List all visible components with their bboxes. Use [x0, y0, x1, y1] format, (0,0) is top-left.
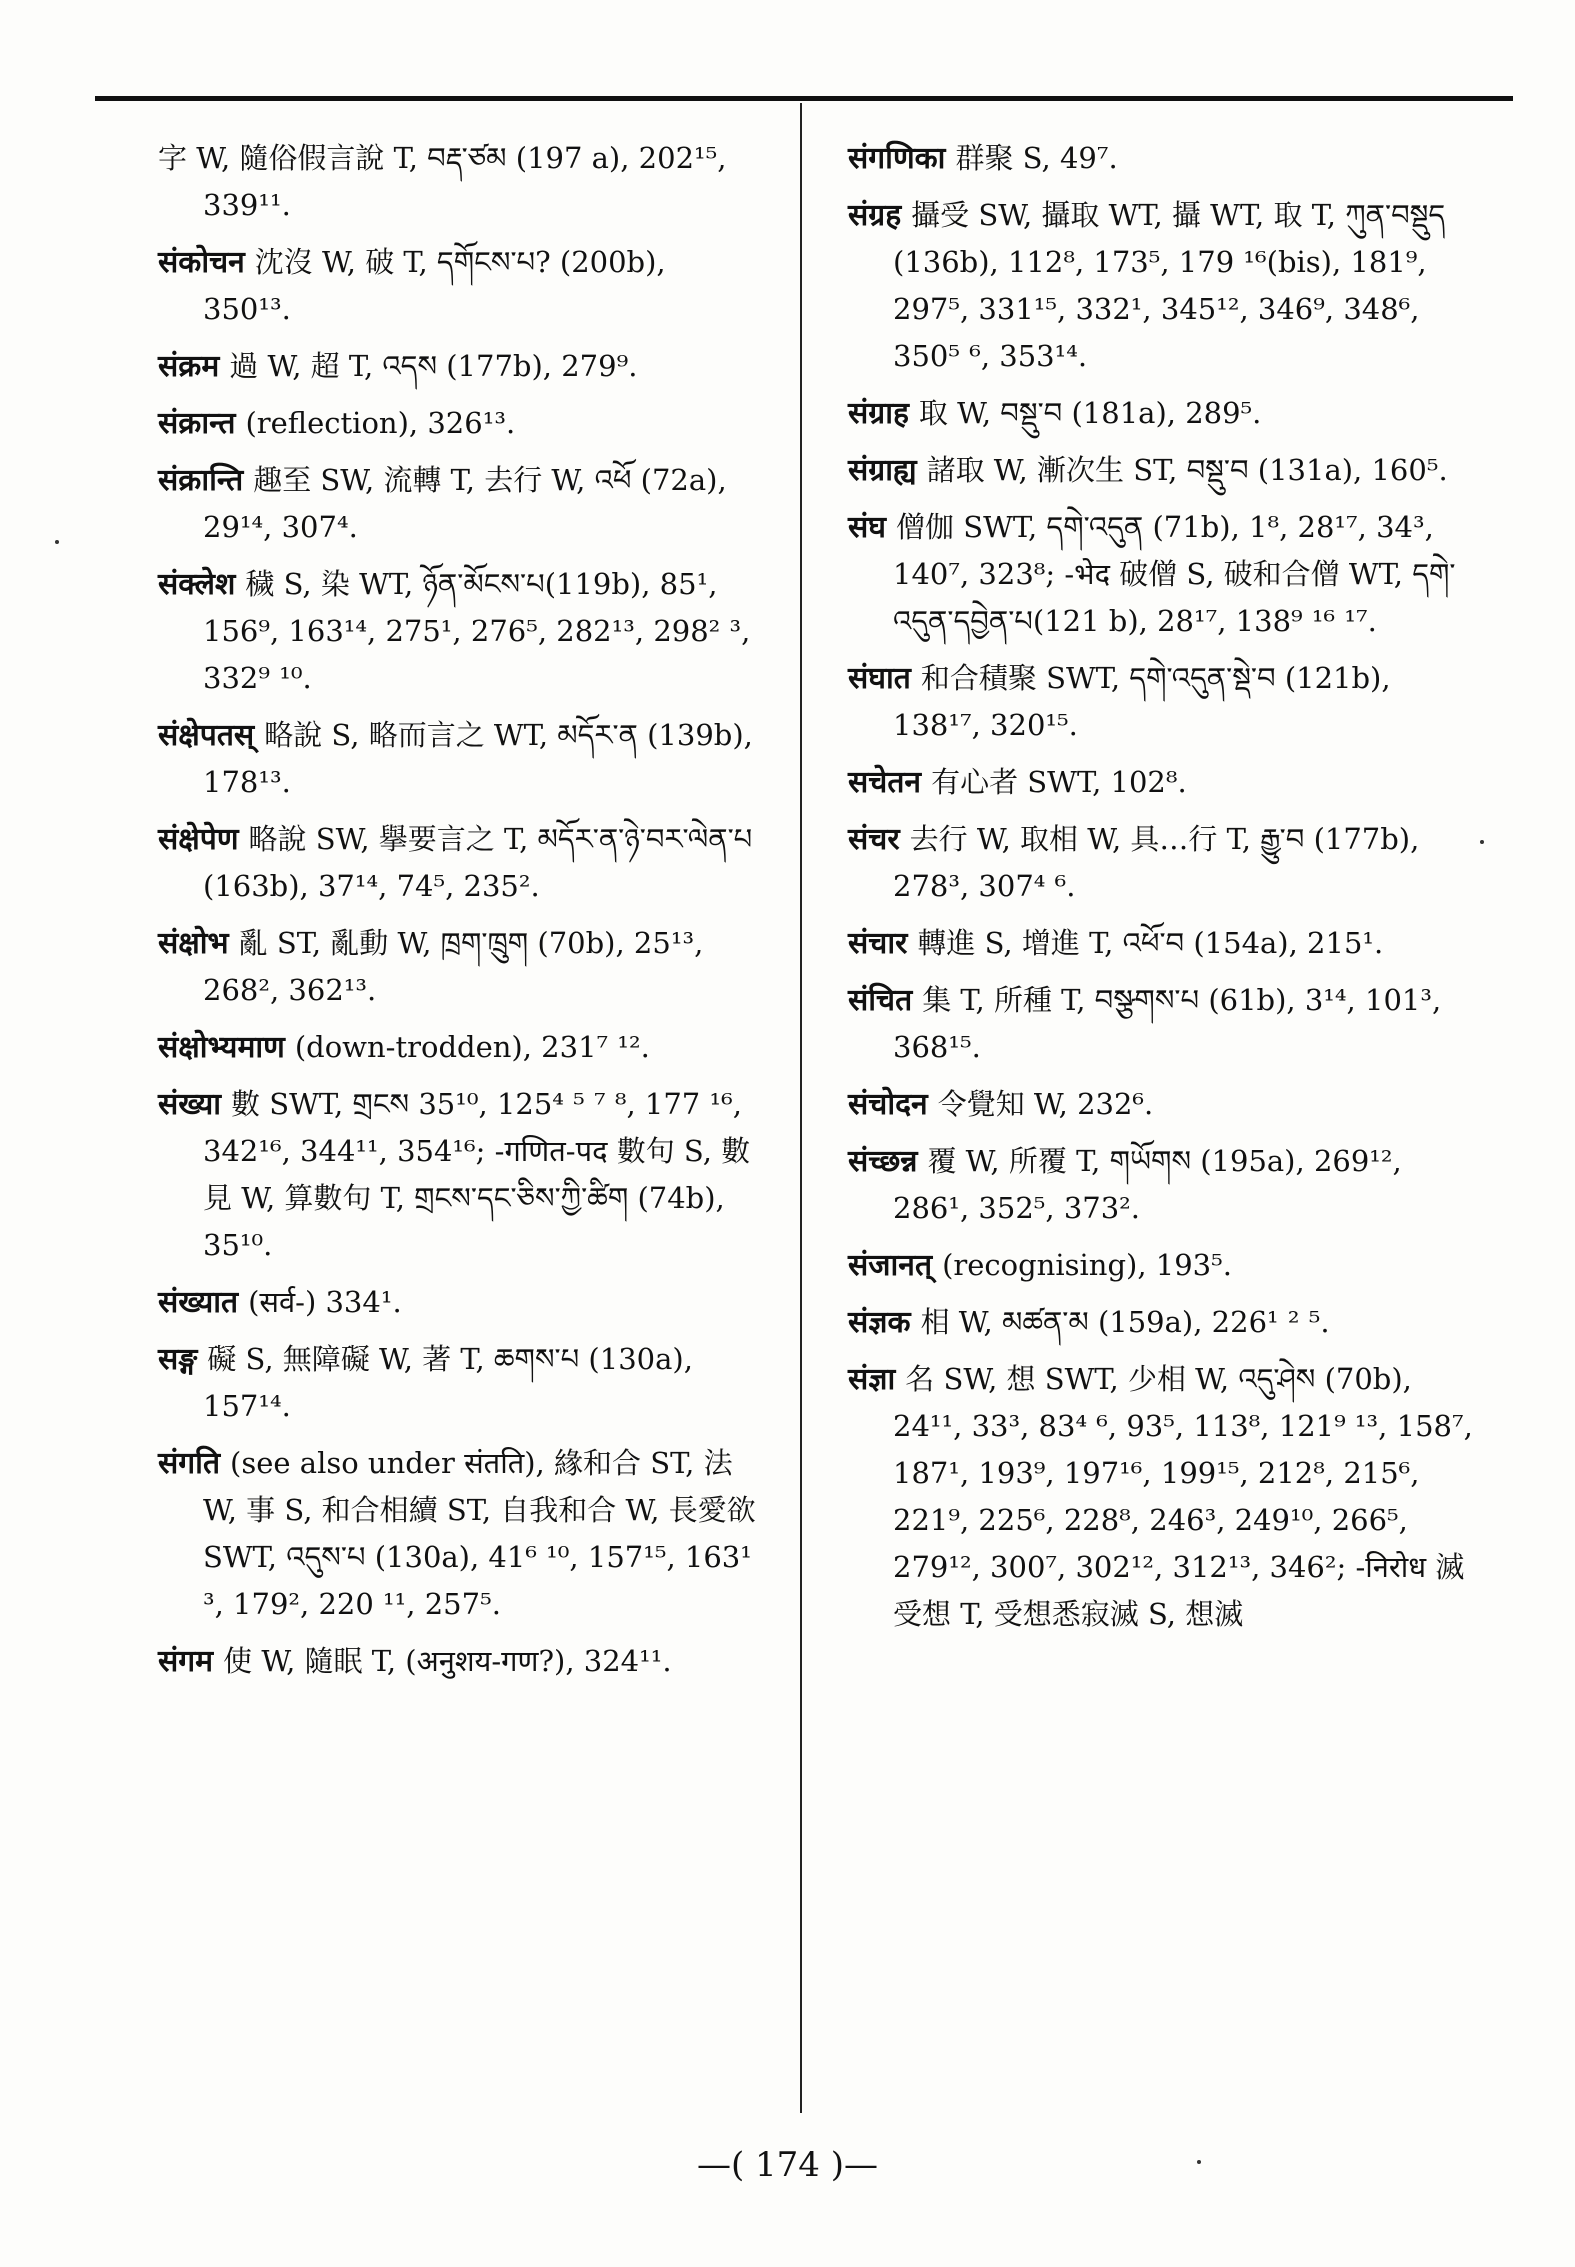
- entry-body: 僧伽 SWT, དགེ་འདུན (71b), 1⁸, 28¹⁷, 34³, 140⁷, 323⁸; -भेद 破僧 S, 破和合僧 WT, དགེ་འདུན་དབྱེན་པ(121 b), 28¹⁷, 138⁹ ¹⁶ ¹⁷.: [893, 510, 1456, 638]
- entry-body: (down-trodden), 231⁷ ¹².: [294, 1030, 650, 1064]
- left-column: [158, 135, 758, 1695]
- entry-headword: संचार: [848, 926, 908, 961]
- entry-headword: संगम: [158, 1644, 214, 1679]
- entry-body: 亂 ST, 亂動 W, ཁྲག་ཁྲུག (70b), 25¹³, 268², 362¹³.: [203, 926, 704, 1007]
- entry-headword: संक्रम: [158, 349, 220, 384]
- dictionary-entry: [158, 920, 758, 1014]
- dictionary-entry: [848, 977, 1478, 1071]
- entry-body: 穢 S, 染 WT, ཉོན་མོངས་པ(119b), 85¹, 156⁹, 163¹⁴, 275¹, 276⁵, 282¹³, 298² ³, 332⁹ ¹⁰.: [203, 567, 751, 695]
- entry-headword: संज्ञा: [848, 1362, 896, 1397]
- entry-body: 略說 S, 略而言之 WT, མདོར་ན (139b), 178¹³.: [203, 718, 753, 799]
- dictionary-entry: [848, 759, 1478, 806]
- entry-headword: संक्लेश: [158, 567, 236, 602]
- dictionary-entry: [158, 1081, 758, 1269]
- entry-headword: संक्रान्ति: [158, 463, 244, 498]
- entry-body: (reflection), 326¹³.: [245, 406, 516, 440]
- dictionary-entry: [848, 816, 1478, 910]
- entry-body: 名 SW, 想 SWT, 少相 W, འདུ་ཤེས (70b), 24¹¹, 33³, 83⁴ ⁶, 93⁵, 113⁸, 121⁹ ¹³, 158⁷, 187¹, 193⁹, 197¹⁶, 199¹⁵, 212⁸, 215⁶, 221⁹, 225⁶, 228⁸, 246³, 249¹⁰, 266⁵, 279¹², 300⁷, 302¹², 312¹³, 346²; -निरोध 滅受想 T, 受想悉寂滅 S, 想滅: [893, 1362, 1473, 1631]
- dictionary-entry: [848, 504, 1478, 645]
- entry-headword: संग्राह्य: [848, 453, 917, 488]
- entry-headword: संजानत्: [848, 1248, 933, 1283]
- entry-headword: संख्यात: [158, 1285, 239, 1320]
- entry-headword: संक्षेपेण: [158, 822, 239, 857]
- entry-body: 去行 W, 取相 W, 具…行 T, རྒྱུ་བ (177b), 278³, 307⁴ ⁶.: [893, 822, 1420, 903]
- entry-body: 諸取 W, 漸次生 ST, བསྡུ་བ (131a), 160⁵.: [926, 453, 1448, 487]
- right-column: [848, 135, 1478, 1648]
- entry-headword: संचोदन: [848, 1087, 928, 1122]
- entry-body: 過 W, 超 T, འདས (177b), 279⁹.: [229, 349, 638, 383]
- entry-headword: संचर: [848, 822, 900, 857]
- dictionary-entry: [158, 343, 758, 390]
- dictionary-entry: [158, 561, 758, 702]
- dictionary-entry: [158, 1279, 758, 1326]
- entry-headword: संक्षेपतस्: [158, 718, 255, 753]
- entry-body: 略說 SW, 擧要言之 T, མདོར་ན་ཉེ་བར་ལེན་པ (163b), 37¹⁴, 74⁵, 235².: [203, 822, 753, 903]
- entry-body: 集 T, 所種 T, བསྩགས་པ (61b), 3¹⁴, 101³, 368¹⁵.: [893, 983, 1442, 1064]
- entry-body: 覆 W, 所覆 T, གཡོགས (195a), 269¹², 286¹, 352⁵, 373².: [893, 1144, 1402, 1225]
- dictionary-entry: [848, 1242, 1478, 1289]
- entry-body: 群聚 S, 49⁷.: [955, 141, 1118, 175]
- speck: [1480, 840, 1484, 844]
- entry-headword: संघ: [848, 510, 887, 545]
- entry-headword: संकोचन: [158, 245, 245, 280]
- entry-body: 礙 S, 無障礙 W, 著 T, ཆགས་པ (130a), 157¹⁴.: [203, 1342, 693, 1423]
- entry-body: 使 W, 隨眠 T, (अनुशय-गण?), 324¹¹.: [223, 1644, 672, 1678]
- dictionary-entry: [848, 192, 1478, 380]
- entry-body: (सर्व-) 334¹.: [248, 1285, 402, 1319]
- entry-body: (see also under संतति), 緣和合 ST, 法 W, 事 S, 和合相續 ST, 自我和合 W, 長愛欲 SWT, འདུས་པ (130a), 41⁶ ¹⁰, 157¹⁵, 163¹ ³, 179², 220 ¹¹, 257⁵.: [203, 1446, 756, 1621]
- speck: [1197, 2160, 1201, 2164]
- dictionary-entry: [848, 1356, 1478, 1638]
- dictionary-entry: [848, 1138, 1478, 1232]
- entry-body: 取 W, བསྡུ་བ (181a), 289⁵.: [918, 396, 1262, 430]
- entry-body: 字 W, 隨俗假言說 T, བརྡ་ཙམ (197 a), 202¹⁵, 339¹¹.: [158, 141, 727, 222]
- dictionary-entry: [158, 457, 758, 551]
- dictionary-entry: [158, 135, 758, 229]
- speck: [55, 540, 59, 544]
- dictionary-entry: [158, 712, 758, 806]
- entry-headword: संक्रान्त: [158, 406, 236, 441]
- entry-headword: संग्रह: [848, 198, 902, 233]
- dictionary-entry: [158, 1638, 758, 1685]
- entry-body: 令覺知 W, 232⁶.: [937, 1087, 1154, 1121]
- dictionary-entry: [848, 1299, 1478, 1346]
- dictionary-entry: [158, 400, 758, 447]
- entry-headword: सचेतन: [848, 765, 922, 800]
- entry-body: 有心者 SWT, 102⁸.: [931, 765, 1187, 799]
- dictionary-entry: [158, 239, 758, 333]
- dictionary-entry: [158, 816, 758, 910]
- dictionary-entry: [158, 1440, 758, 1628]
- dictionary-entry: [848, 920, 1478, 967]
- entry-headword: संग्राह: [848, 396, 909, 431]
- entry-body: 數 SWT, གྲངས 35¹⁰, 125⁴ ⁵ ⁷ ⁸, 177 ¹⁶, 342¹⁶, 344¹¹, 354¹⁶; -गणित-पद 數句 S, 數見 W, 算數句 T, གྲངས་དང་ཅིས་ཀྱི་ཚིག (74b), 35¹⁰.: [203, 1087, 751, 1262]
- entry-body: 攝受 SW, 攝取 WT, 攝 WT, 取 T, ཀུན་བསྡུད (136b), 112⁸, 173⁵, 179 ¹⁶(bis), 181⁹, 297⁵, 331¹⁵, 332¹, 345¹², 346⁹, 348⁶, 350⁵ ⁶, 353¹⁴.: [893, 198, 1446, 373]
- entry-headword: संगणिका: [848, 141, 946, 176]
- entry-headword: संगति: [158, 1446, 221, 1481]
- top-rule: [95, 96, 1513, 101]
- page-number: —( 174 )—: [696, 2145, 879, 2185]
- entry-headword: संज्ञक: [848, 1305, 911, 1340]
- dictionary-entry: [848, 655, 1478, 749]
- entry-headword: संच्छन्न: [848, 1144, 918, 1179]
- entry-headword: संक्षोभ्यमाण: [158, 1030, 285, 1065]
- entry-headword: संचित: [848, 983, 913, 1018]
- entry-body: 沈沒 W, 破 T, དགོངས་པ? (200b), 350¹³.: [203, 245, 666, 326]
- entry-headword: संक्षोभ: [158, 926, 229, 961]
- column-divider: [800, 103, 802, 2113]
- entry-headword: संख्या: [158, 1087, 221, 1122]
- dictionary-entry: [848, 390, 1478, 437]
- dictionary-entry: [158, 1336, 758, 1430]
- entry-body: 和合積聚 SWT, དགེ་འདུན་སྡེ་བ (121b), 138¹⁷, 320¹⁵.: [893, 661, 1391, 742]
- dictionary-entry: [158, 1024, 758, 1071]
- entry-body: 相 W, མཚན་མ (159a), 226¹ ² ⁵.: [920, 1305, 1330, 1339]
- entry-headword: सङ्ग: [158, 1342, 198, 1377]
- dictionary-entry: [848, 135, 1478, 182]
- entry-body: 轉進 S, 增進 T, འཕོ་བ (154a), 215¹.: [917, 926, 1384, 960]
- entry-body: (recognising), 193⁵.: [942, 1248, 1232, 1282]
- entry-headword: संघात: [848, 661, 911, 696]
- entry-body: 趣至 SW, 流轉 T, 去行 W, འཕོ (72a), 29¹⁴, 307⁴.: [203, 463, 727, 544]
- dictionary-entry: [848, 447, 1478, 494]
- dictionary-entry: [848, 1081, 1478, 1128]
